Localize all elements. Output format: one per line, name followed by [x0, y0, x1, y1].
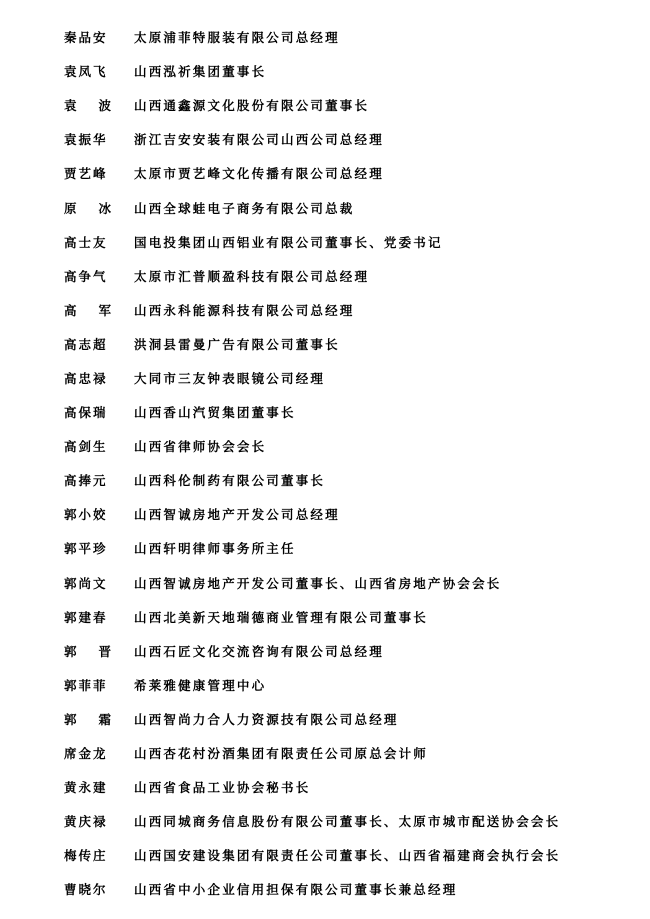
member-name: 郭小姣	[64, 507, 108, 523]
list-item	[64, 770, 624, 804]
member-name: 梅传庄	[64, 848, 108, 864]
list-item	[64, 190, 624, 224]
member-name: 席金龙	[64, 746, 108, 762]
member-title: 山西杏花村汾酒集团有限责任公司原总会计师	[134, 746, 429, 762]
member-name: 高忠禄	[64, 370, 108, 386]
list-item	[64, 429, 624, 463]
list-item	[64, 395, 624, 429]
list-item	[64, 872, 624, 906]
member-title: 太原市贾艺峰文化传播有限公司总经理	[134, 166, 384, 182]
list-item	[64, 634, 624, 668]
member-name: 高志超	[64, 336, 108, 352]
list-item	[64, 327, 624, 361]
member-name: 高捧元	[64, 473, 108, 489]
list-item	[64, 225, 624, 259]
member-title: 希莱雅健康管理中心	[134, 677, 267, 693]
member-title: 山西轩明律师事务所主任	[134, 541, 296, 557]
list-item	[64, 88, 624, 122]
list-item	[64, 20, 624, 54]
member-name: 秦品安	[64, 30, 108, 46]
list-item	[64, 668, 624, 702]
list-item	[64, 497, 624, 531]
member-title: 山西石匠文化交流咨询有限公司总经理	[134, 643, 384, 659]
member-title: 山西省食品工业协会秘书长	[134, 780, 311, 796]
member-title: 山西同城商务信息股份有限公司董事长、太原市城市配送协会会长	[134, 814, 561, 830]
member-title: 山西省律师协会会长	[134, 439, 267, 455]
member-title: 太原浦菲特服装有限公司总经理	[134, 30, 340, 46]
member-title: 山西科伦制药有限公司董事长	[134, 473, 326, 489]
list-item	[64, 566, 624, 600]
member-name: 高争气	[64, 268, 108, 284]
member-title: 山西智诚房地产开发公司总经理	[134, 507, 340, 523]
list-item	[64, 531, 624, 565]
member-name: 郭平珍	[64, 541, 108, 557]
list-item	[64, 838, 624, 872]
member-title: 山西智尚力合人力资源技有限公司总经理	[134, 711, 399, 727]
member-title: 大同市三友钟表眼镜公司经理	[134, 370, 326, 386]
member-list	[64, 20, 624, 906]
member-title: 山西永科能源科技有限公司总经理	[134, 302, 355, 318]
member-name: 郭晋	[64, 643, 134, 659]
list-item	[64, 54, 624, 88]
member-title: 山西泓祈集团董事长	[134, 64, 267, 80]
member-name: 曹晓尔	[64, 882, 108, 898]
member-name: 高军	[64, 302, 134, 318]
list-item	[64, 600, 624, 634]
member-title: 浙江吉安安装有限公司山西公司总经理	[134, 132, 384, 148]
list-item	[64, 463, 624, 497]
member-name: 袁凤飞	[64, 64, 108, 80]
member-title: 山西北美新天地瑞德商业管理有限公司董事长	[134, 609, 429, 625]
member-title: 山西智诚房地产开发公司董事长、山西省房地产协会会长	[134, 575, 502, 591]
member-title: 洪洞县雷曼广告有限公司董事长	[134, 336, 340, 352]
member-name: 袁振华	[64, 132, 108, 148]
member-name: 郭霜	[64, 711, 134, 727]
member-name: 黄庆禄	[64, 814, 108, 830]
member-name: 贾艺峰	[64, 166, 108, 182]
member-title: 山西香山汽贸集团董事长	[134, 405, 296, 421]
member-name: 黄永建	[64, 780, 108, 796]
list-item	[64, 293, 624, 327]
member-name: 郭尚文	[64, 575, 108, 591]
list-item	[64, 736, 624, 770]
member-title: 山西国安建设集团有限责任公司董事长、山西省福建商会执行会长	[134, 848, 561, 864]
list-item	[64, 259, 624, 293]
list-item	[64, 156, 624, 190]
member-title: 太原市汇普顺盈科技有限公司总经理	[134, 268, 370, 284]
member-title: 山西全球蛙电子商务有限公司总裁	[134, 200, 355, 216]
list-item	[64, 122, 624, 156]
list-item	[64, 804, 624, 838]
member-name: 高保瑞	[64, 405, 108, 421]
member-name: 高士友	[64, 234, 108, 250]
list-item	[64, 361, 624, 395]
member-name: 高剑生	[64, 439, 108, 455]
list-item	[64, 702, 624, 736]
member-title: 山西省中小企业信用担保有限公司董事长兼总经理	[134, 882, 458, 898]
member-name: 原冰	[64, 200, 134, 216]
member-title: 国电投集团山西铝业有限公司董事长、党委书记	[134, 234, 443, 250]
member-name: 郭建春	[64, 609, 108, 625]
member-name: 郭菲菲	[64, 677, 108, 693]
member-title: 山西通鑫源文化股份有限公司董事长	[134, 98, 370, 114]
member-name: 袁波	[64, 98, 134, 114]
